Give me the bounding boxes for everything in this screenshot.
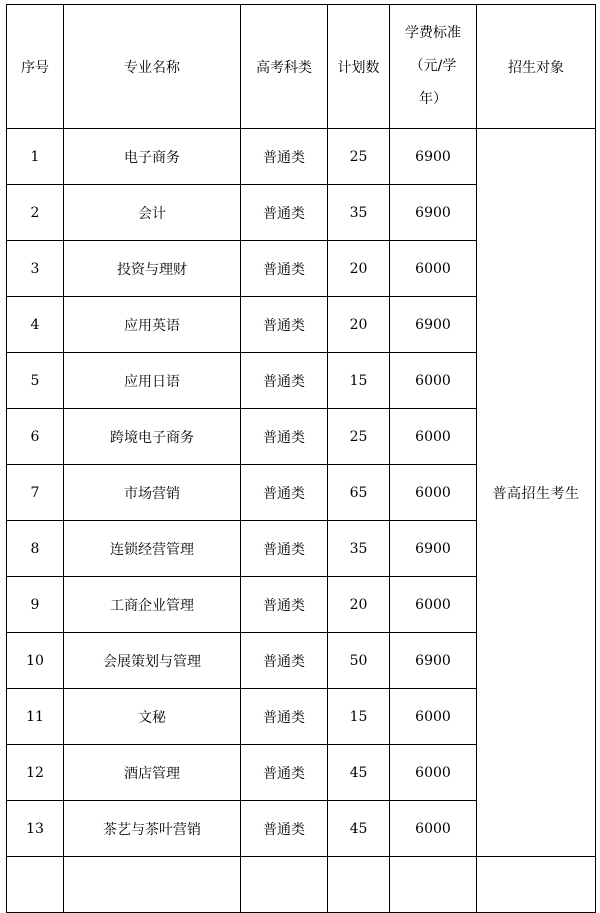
cell-plan-count: 20 [328,297,390,353]
cell-plan-count: 50 [328,633,390,689]
cell-index: 2 [7,185,64,241]
cell-major: 连锁经营管理 [64,521,241,577]
header-target: 招生对象 [477,5,596,129]
cell-category: 普通类 [241,409,328,465]
cell-category: 普通类 [241,465,328,521]
cell-empty [390,857,477,913]
cell-index: 1 [7,129,64,185]
cell-major: 酒店管理 [64,745,241,801]
header-fee [390,5,477,129]
cell-fee: 6900 [390,633,477,689]
cell-plan-count: 25 [328,129,390,185]
table-row [7,129,596,185]
cell-plan-count: 25 [328,409,390,465]
cell-category: 普通类 [241,353,328,409]
cell-index: 8 [7,521,64,577]
header-category: 高考科类 [241,5,328,129]
cell-plan-count: 45 [328,745,390,801]
cell-category: 普通类 [241,577,328,633]
cell-index: 5 [7,353,64,409]
cell-major: 茶艺与茶叶营销 [64,801,241,857]
enrollment-plan-table [6,4,596,913]
cell-fee: 6900 [390,297,477,353]
cell-fee: 6000 [390,801,477,857]
cell-plan-count: 15 [328,689,390,745]
cell-major: 会展策划与管理 [64,633,241,689]
cell-plan-count: 45 [328,801,390,857]
cell-target: 普高招生考生 [477,129,596,857]
document-page [6,4,596,913]
header-major: 专业名称 [64,5,241,129]
cell-category: 普通类 [241,297,328,353]
cell-fee: 6900 [390,521,477,577]
cell-major: 文秘 [64,689,241,745]
cell-fee: 6000 [390,689,477,745]
cell-empty [64,857,241,913]
cell-fee: 6000 [390,241,477,297]
cell-major: 电子商务 [64,129,241,185]
cell-index: 4 [7,297,64,353]
header-fee-line3: 年） [419,91,447,107]
cell-plan-count: 20 [328,577,390,633]
cell-category: 普通类 [241,801,328,857]
cell-major: 投资与理财 [64,241,241,297]
cell-category: 普通类 [241,521,328,577]
cell-index: 11 [7,689,64,745]
table-body [7,129,596,913]
header-index: 序号 [7,5,64,129]
cell-plan-count: 65 [328,465,390,521]
cell-index: 6 [7,409,64,465]
cell-fee: 6000 [390,745,477,801]
cell-empty [328,857,390,913]
cell-plan-count: 20 [328,241,390,297]
cell-index: 12 [7,745,64,801]
cell-fee: 6000 [390,353,477,409]
cell-fee: 6000 [390,409,477,465]
cell-major: 跨境电子商务 [64,409,241,465]
cell-fee: 6000 [390,577,477,633]
cell-major: 应用英语 [64,297,241,353]
header-fee-line1: 学费标准 [405,25,461,41]
header-fee-line2: （元/学 [409,58,457,74]
cell-empty [241,857,328,913]
cell-major: 会计 [64,185,241,241]
cell-major: 市场营销 [64,465,241,521]
cell-empty [477,857,596,913]
cell-major: 工商企业管理 [64,577,241,633]
cell-category: 普通类 [241,185,328,241]
cell-category: 普通类 [241,129,328,185]
cell-plan-count: 35 [328,185,390,241]
cell-major: 应用日语 [64,353,241,409]
cell-index: 3 [7,241,64,297]
cell-category: 普通类 [241,689,328,745]
table-header [7,5,596,129]
table-row-partial [7,857,596,913]
cell-category: 普通类 [241,241,328,297]
cell-plan-count: 15 [328,353,390,409]
cell-fee: 6000 [390,465,477,521]
cell-category: 普通类 [241,745,328,801]
header-plan-count: 计划数 [328,5,390,129]
cell-index: 7 [7,465,64,521]
header-row [7,5,596,129]
cell-fee: 6900 [390,185,477,241]
cell-index: 9 [7,577,64,633]
cell-fee: 6900 [390,129,477,185]
cell-empty [7,857,64,913]
cell-category: 普通类 [241,633,328,689]
cell-index: 13 [7,801,64,857]
cell-plan-count: 35 [328,521,390,577]
cell-index: 10 [7,633,64,689]
